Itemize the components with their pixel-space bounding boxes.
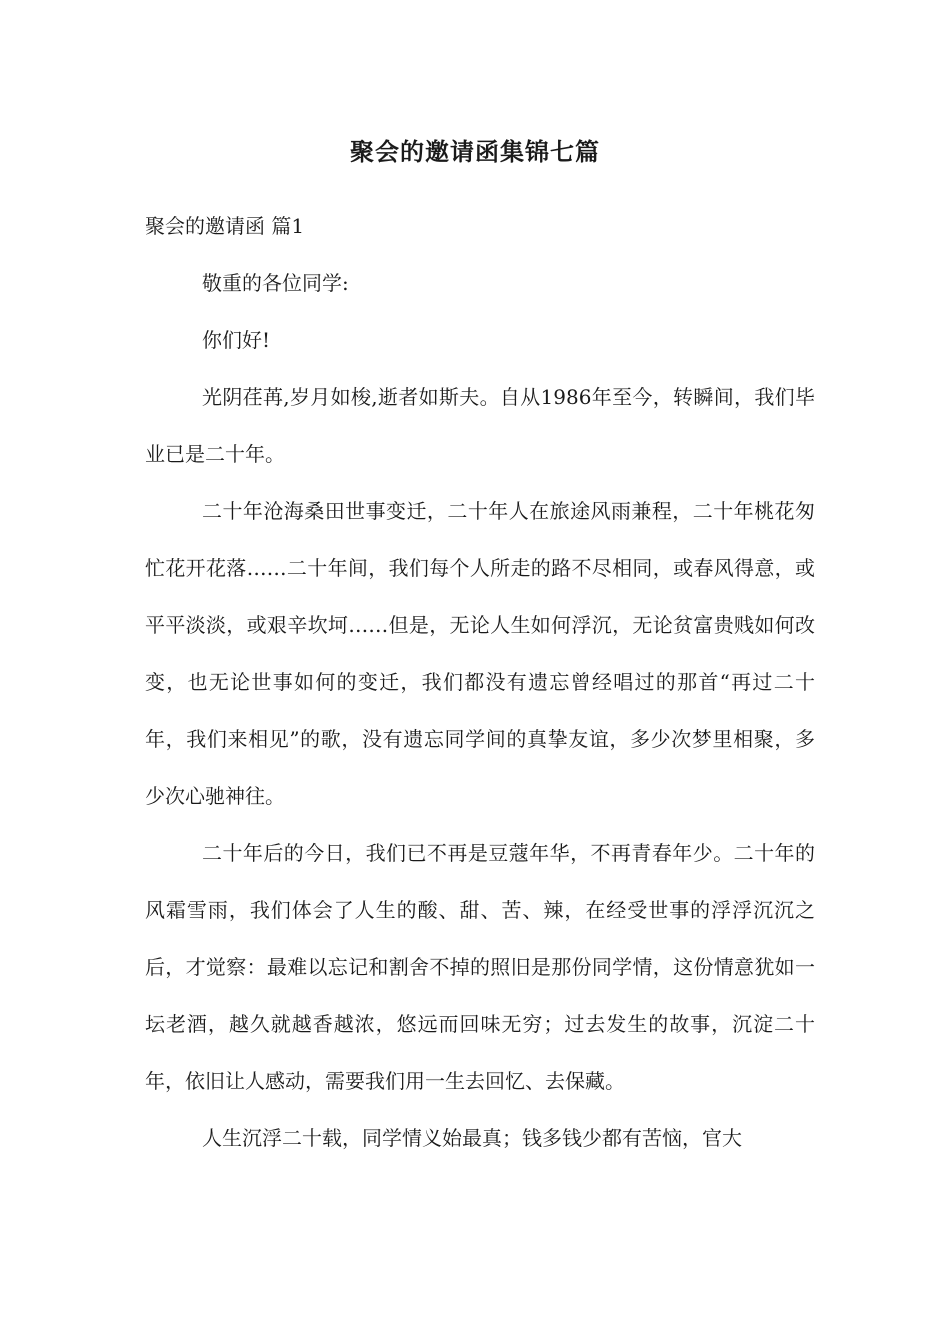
paragraph-intro: 光阴荏苒,岁月如梭,逝者如斯夫。自从1986年至今，转瞬间，我们毕业已是二十年。 [145, 385, 815, 466]
section-heading: 聚会的邀请函 篇1 [145, 214, 305, 238]
page-title: 聚会的邀请函集锦七篇 [350, 137, 600, 166]
paragraph-life: 人生沉浮二十载，同学情义始最真；钱多钱少都有苦恼，官大 [202, 1126, 742, 1150]
paragraph-salutation: 敬重的各位同学: [202, 271, 349, 295]
paragraph-greeting: 你们好! [202, 328, 271, 352]
paragraph-today: 二十年后的今日，我们已不再是豆蔻年华，不再青春年少。二十年的风霜雪雨，我们体会了人生的酸、甜、苦、辣，在经受世事的浮浮沉沉之后，才觉察：最难以忘记和割舍不掉的照旧是那份同学情，这份情意犹如一坛老酒，越久就越香越浓，悠远而回味无穷；过去发生的故事，沉淀二十年，依旧让人感动，需要我们用一生去回忆、去保藏。 [145, 841, 815, 1093]
document-body [145, 198, 815, 1167]
paragraph-twenty-years: 二十年沧海桑田世事变迁，二十年人在旅途风雨兼程，二十年桃花匆忙花开花落……二十年间，我们每个人所走的路不尽相同，或春风得意，或平平淡淡，或艰辛坎坷……但是，无论人生如何浮沉，无论贫富贵贱如何改变，也无论世事如何的变迁，我们都没有遗忘曾经唱过的那首“再过二十年，我们来相见”的歌，没有遗忘同学间的真挚友谊，多少次梦里相聚，多少次心驰神往。 [145, 499, 815, 808]
